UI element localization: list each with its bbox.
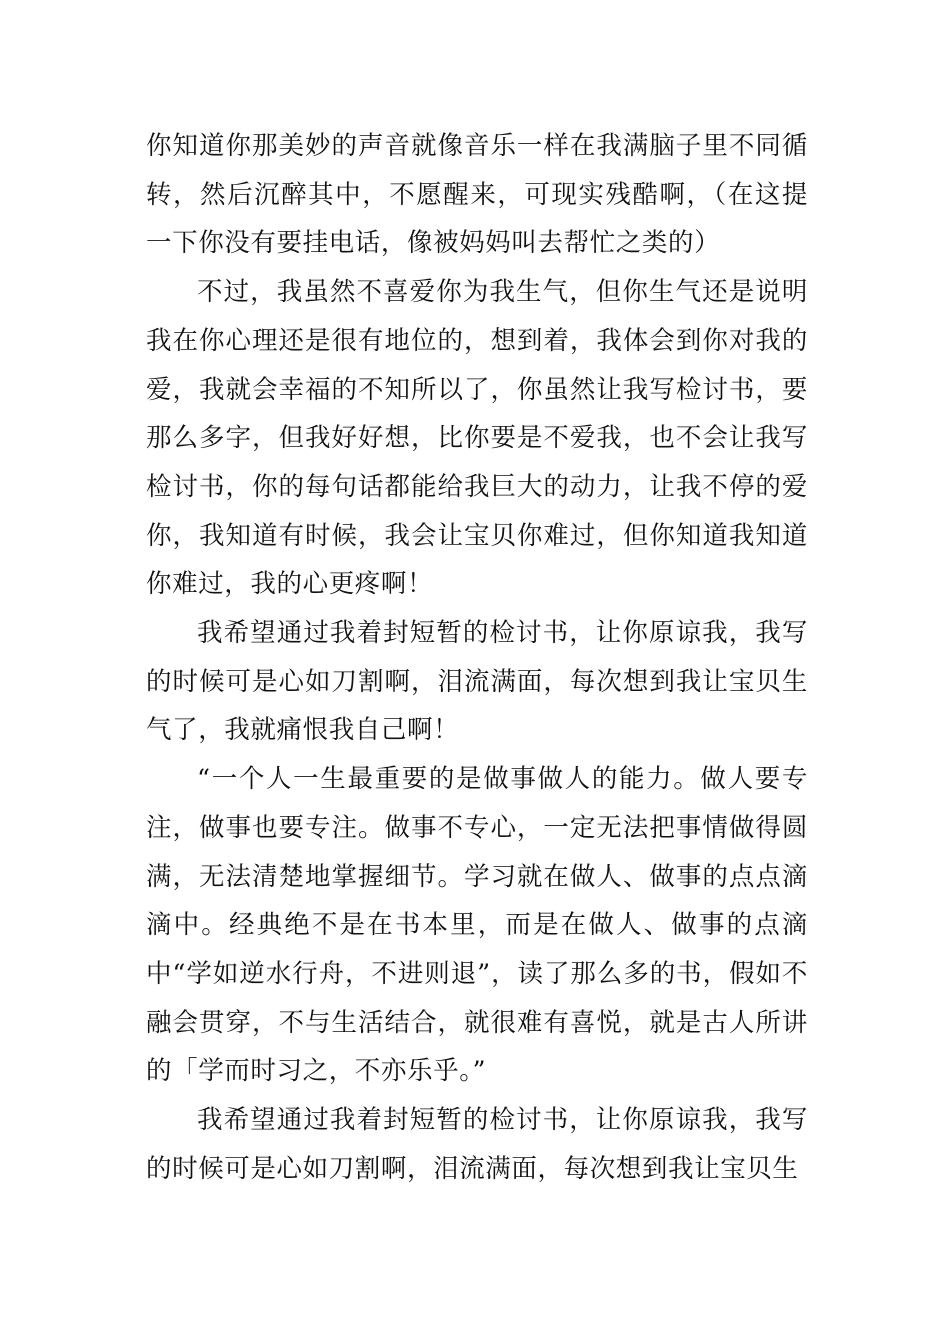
paragraph-4: “一个人一生最重要的是做事做人的能力。做人要专注，做事也要专注。做事不专心，一定无法把事情做得圆满，无法清楚地掌握细节。学习就在做人、做事的点点滴滴中。经典绝不是在书本里，而是在做人、做事的点滴中“学如逆水行舟，不进则退”，读了那么多的书，假如不融会贯穿，不与生活结合，就很难有喜悦，就是古人所讲的「学而时习之，不亦乐乎。” [146, 764, 808, 1087]
paragraph-5: 我希望通过我着封短暂的检讨书，让你原谅我，我写的时候可是心如刀割啊，泪流满面，每次想到我让宝贝生 [146, 1105, 808, 1184]
paragraph-2: 不过，我虽然不喜爱你为我生气，但你生气还是说明我在你心理还是很有地位的，想到着，我体会到你对我的爱，我就会幸福的不知所以了，你虽然让我写检讨书，要那么多字，但我好好想，比你要是不爱我，也不会让我写检讨书，你的每句话都能给我巨大的动力，让我不停的爱你，我知道有时候，我会让宝贝你难过，但你知道我知道你难过，我的心更疼啊！ [146, 277, 808, 600]
paragraph-3: 我希望通过我着封短暂的检讨书，让你原谅我，我写的时候可是心如刀割啊，泪流满面，每次想到我让宝贝生气了，我就痛恨我自己啊！ [146, 618, 808, 746]
document-page [146, 122, 808, 1193]
paragraph-1: 你知道你那美妙的声音就像音乐一样在我满脑子里不同循转，然后沉醉其中，不愿醒来，可现实残酷啊，（在这提一下你没有要挂电话，像被妈妈叫去帮忙之类的） [146, 131, 808, 259]
